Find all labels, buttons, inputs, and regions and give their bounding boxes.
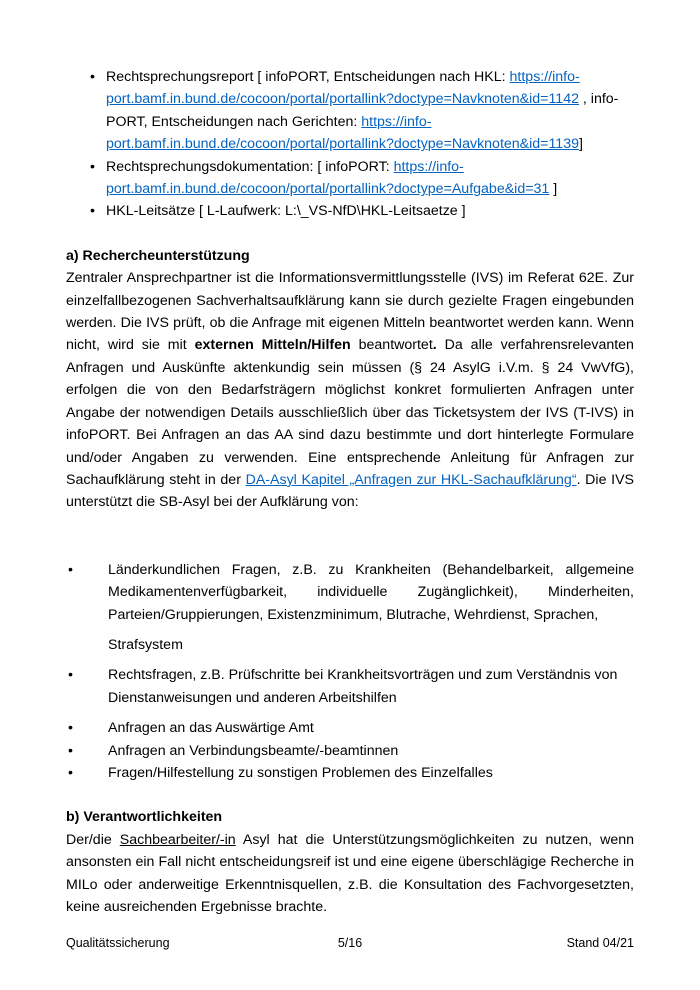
reference-item-rechtsprechungsdokumentation xyxy=(66,156,634,201)
reference-item-hkl-leitsaetze xyxy=(66,200,634,222)
paragraph-text: Zentraler Ansprechpartner ist die Informationsvermittlungsstelle (IVS) im Referat 62E. Zur einzelfallbezogenen Sachverhaltsaufklärung kann sie durch gezielte Fragen eingebunden werden. Die IVS prüft, ob die Anfrage mit eigenen Mitteln beantwortet werden kann. Wenn nicht, wird sie mit xyxy=(66,270,634,354)
topic-text: Anfragen an das Auswärtige Amt xyxy=(108,720,314,737)
paragraph-text: Asyl hat die Unterstützungsmöglichkeiten zu nutzen, wenn ansonsten ein Fall nicht entscheidungsreif ist und eine eigene überschlägige Recherche in MILo oder anderweitige Erkenntnisquellen, z.B. die Konsultation des Fachvorgesetzten, keine ausreichenden Ergebnisse brachte. xyxy=(66,831,634,915)
section-a-paragraph xyxy=(66,267,634,513)
reference-item-rechtsprechungsreport xyxy=(66,66,634,156)
reference-list xyxy=(66,66,634,223)
underlined-text: Sachbearbeiter/-in xyxy=(119,831,236,848)
topic-text: Anfragen an Verbindungsbeamte/-beamtinnen xyxy=(108,742,399,759)
topic-item-rechtsfragen xyxy=(66,664,634,709)
paragraph-text: . Die IVS unterstützt die SB-Asyl bei der Aufklärung von: xyxy=(66,471,635,511)
reference-text: , info-PORT, Entscheidungen nach Gerichten: xyxy=(106,91,619,130)
topic-item-auswaertiges-amt xyxy=(66,717,634,739)
section-b-heading: b) Verantwortlichkeiten xyxy=(66,809,223,826)
topic-text: Rechtsfragen, z.B. Prüfschritte bei Krankheitsvorträgen und zum Verständnis von Dienstanweisungen und anderen Arbeitshilfen xyxy=(108,667,618,706)
link-da-asyl-kapitel[interactable]: DA-Asyl Kapitel „Anfragen zur HKL-Sachaufklärung“ xyxy=(245,471,577,488)
footer-version: Stand 04/21 xyxy=(566,936,634,950)
topics-list xyxy=(66,559,634,785)
bold-text: externen Mitteln/Hilfen xyxy=(194,337,351,354)
reference-text: ] xyxy=(578,136,583,153)
paragraph-text: Da alle verfahrensrelevanten Anfragen und Auskünfte aktenkundig sein müssen (§ 24 AsylG i.V.m. § 24 VwVfG), erfolgen die von den Bedarfsträgern möglichst konkret formulierten Anfragen unter Angabe der notwendigen Details ausschließlich über das Ticketsystem der IVS (T-IVS) in infoPORT. Bei Anfragen an das AA sind dazu bestimmte und dort hinterlegte Formulare und/oder Angaben zu verwenden. Eine entsprechende Anleitung für Anfragen zur Sachaufklärung steht in der xyxy=(66,337,634,488)
section-a-heading: a) Rechercheunterstützung xyxy=(66,247,250,264)
link-entscheidungen-nach-gerichten[interactable]: https://info-port.bamf.in.bund.de/cocoon/portal/portallink?doctype=Navknoten&id=1139 xyxy=(106,113,579,153)
link-entscheidungen-nach-hkl[interactable]: https://info-port.bamf.in.bund.de/cocoon/portal/portallink?doctype=Navknoten&id=1142 xyxy=(106,69,580,108)
reference-text: Rechtsprechungsdokumentation: [ infoPORT: xyxy=(106,158,394,175)
link-rechtsprechungsdokumentation[interactable]: https://info-port.bamf.in.bund.de/cocoon/portal/portallink?doctype=Aufgabe&id=31 xyxy=(106,158,550,198)
footer-page-number: 5/16 xyxy=(337,936,363,950)
topic-text-extra: Strafsystem xyxy=(108,636,183,653)
paragraph-text: Der/die xyxy=(66,831,120,848)
topic-text: Fragen/Hilfestellung zu sonstigen Problemen des Einzelfalles xyxy=(108,764,493,781)
page-content xyxy=(66,66,634,918)
topic-item-sonstige-probleme xyxy=(66,762,634,784)
reference-text: ] xyxy=(549,181,558,198)
footer-document-title: Qualitätssicherung xyxy=(66,936,170,950)
section-b-paragraph xyxy=(66,829,634,919)
topic-text: • Länderkundlichen Fragen, z.B. zu Krankheiten (Behandelbarkeit, allgemeine Medikamentenverfügbarkeit, individuelle Zugänglichkeit), Minderheiten, Parteien/Gruppierungen, Existenzminimum, Blutrache, Wehrdienst, Sprachen, xyxy=(108,561,634,623)
reference-text: HKL-Leitsätze [ L-Laufwerk: L:\_VS-NfD\HKL-Leitsaetze ] xyxy=(106,203,466,220)
paragraph-text: beantwortet xyxy=(350,337,433,354)
topic-item-laenderkundlich xyxy=(66,559,634,657)
page-footer xyxy=(66,932,634,952)
topic-item-verbindungsbeamte xyxy=(66,740,634,762)
reference-text: Rechtsprechungsreport [ infoPORT, Entscheidungen nach HKL: xyxy=(106,69,510,85)
bold-text: . xyxy=(432,337,437,354)
